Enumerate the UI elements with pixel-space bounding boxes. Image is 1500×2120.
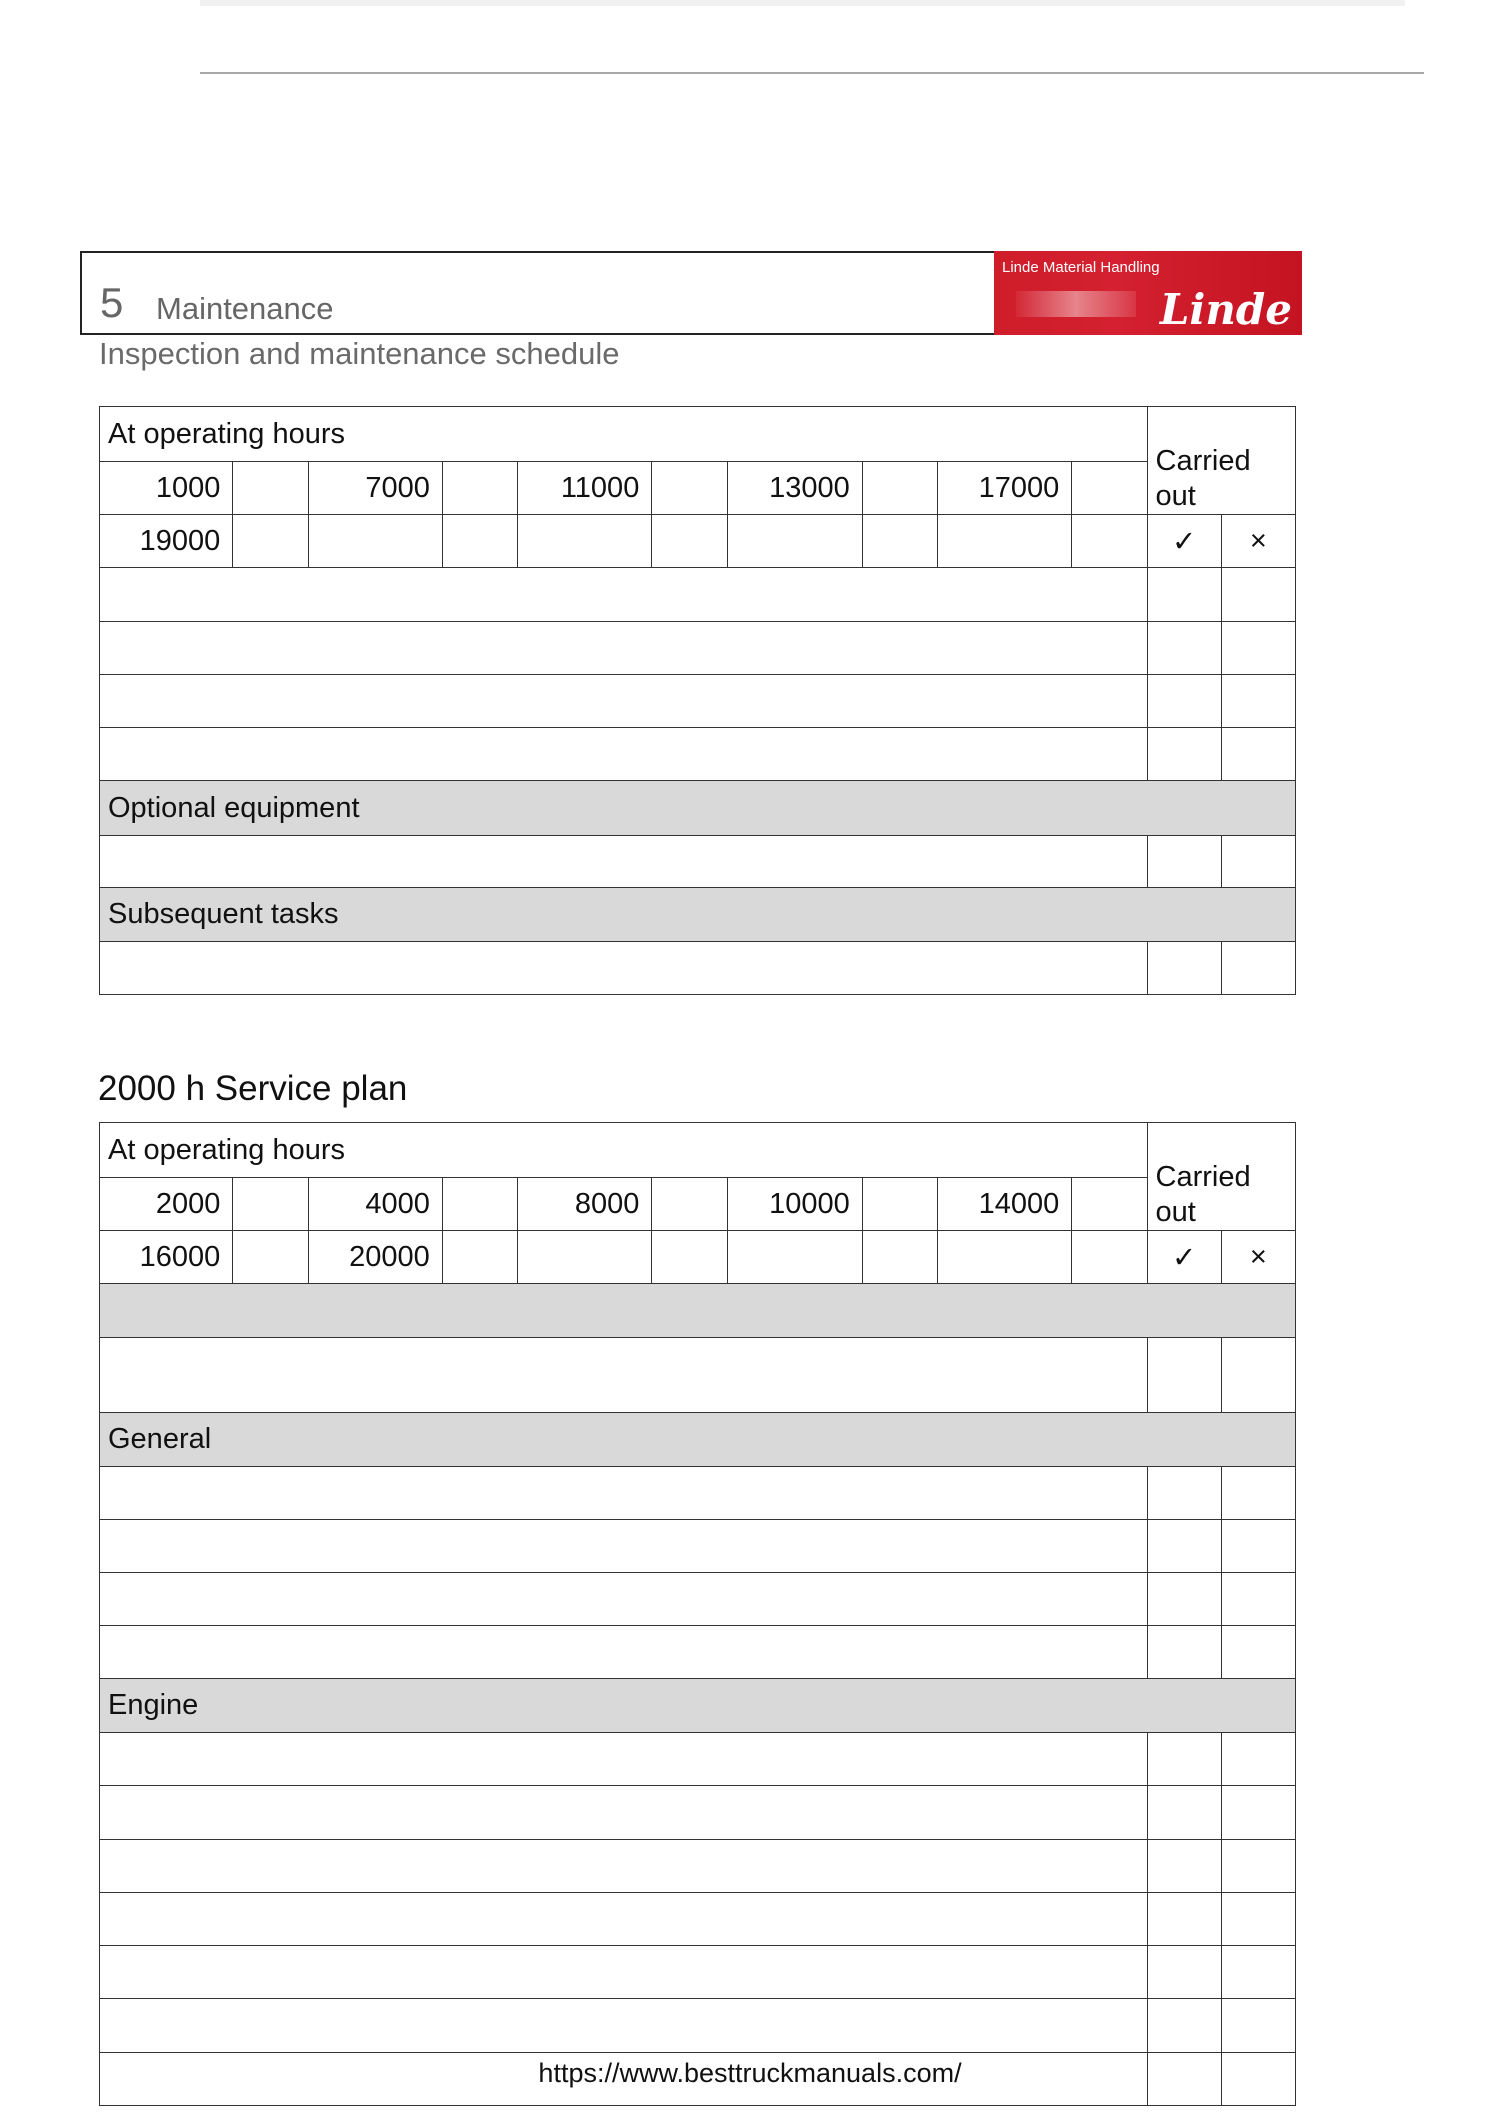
not-done-checkbox[interactable] [1221, 622, 1295, 675]
hours-check-cell[interactable] [1072, 1178, 1147, 1231]
hours-cell [518, 1231, 652, 1284]
task-row [100, 1467, 1148, 1520]
task-row [100, 1840, 1148, 1893]
hours-check-cell[interactable] [442, 1178, 517, 1231]
not-done-header: × [1221, 515, 1295, 568]
logo-blur-decoration [1016, 291, 1136, 317]
task-row [100, 1733, 1148, 1786]
task-row [100, 728, 1148, 781]
hours-check-cell[interactable] [1072, 515, 1147, 568]
not-done-header: × [1221, 1231, 1295, 1284]
not-done-checkbox[interactable] [1221, 1733, 1295, 1786]
done-checkbox[interactable] [1147, 942, 1221, 995]
task-row [100, 622, 1148, 675]
hours-check-cell[interactable] [233, 1178, 308, 1231]
task-row [100, 1520, 1148, 1573]
brand-logo [994, 251, 1302, 335]
done-header: ✓ [1147, 1231, 1221, 1284]
hours-cell [518, 515, 652, 568]
hours-check-cell[interactable] [233, 462, 308, 515]
not-done-checkbox[interactable] [1221, 1999, 1295, 2053]
task-row [100, 1999, 1148, 2053]
done-checkbox[interactable] [1147, 728, 1221, 781]
not-done-checkbox[interactable] [1221, 1840, 1295, 1893]
done-checkbox[interactable] [1147, 1626, 1221, 1679]
not-done-checkbox[interactable] [1221, 675, 1295, 728]
not-done-checkbox[interactable] [1221, 1786, 1295, 1840]
section-band-subsequent-tasks: Subsequent tasks [100, 888, 1296, 942]
hours-check-cell[interactable] [652, 462, 727, 515]
done-checkbox[interactable] [1147, 675, 1221, 728]
done-checkbox[interactable] [1147, 1786, 1221, 1840]
done-checkbox[interactable] [1147, 1733, 1221, 1786]
hours-cell: 2000 [100, 1178, 233, 1231]
hours-cell: 19000 [100, 515, 233, 568]
page-header [80, 251, 1302, 335]
page-subtitle: Inspection and maintenance schedule [99, 336, 620, 371]
hours-cell: 17000 [938, 462, 1072, 515]
brand-wordmark: Linde [1159, 285, 1292, 334]
carried-out-label: Carried out [1147, 407, 1295, 515]
not-done-checkbox[interactable] [1221, 728, 1295, 781]
task-row [100, 675, 1148, 728]
done-checkbox[interactable] [1147, 1467, 1221, 1520]
task-row [100, 1893, 1148, 1946]
chapter-number: 5 [100, 279, 124, 326]
hours-check-cell[interactable] [652, 1178, 727, 1231]
section-band-general: General [100, 1413, 1296, 1467]
hours-cell: 10000 [727, 1178, 862, 1231]
top-rule [200, 72, 1424, 74]
hours-check-cell[interactable] [442, 462, 517, 515]
schedule-table-2 [99, 1122, 1296, 2106]
hours-check-cell[interactable] [1072, 462, 1147, 515]
hours-check-cell[interactable] [862, 515, 937, 568]
task-row [100, 942, 1148, 995]
hours-check-cell[interactable] [862, 462, 937, 515]
hours-cell [308, 515, 442, 568]
hours-cell: 20000 [308, 1231, 442, 1284]
hours-cell: 1000 [100, 462, 233, 515]
hours-cell: 16000 [100, 1231, 233, 1284]
at-hours-label: At operating hours [100, 1123, 1148, 1178]
section-title-2000h: 2000 h Service plan [98, 1069, 408, 1108]
carried-out-label: Carried out [1147, 1123, 1295, 1231]
done-header: ✓ [1147, 515, 1221, 568]
hours-check-cell[interactable] [652, 1231, 727, 1284]
done-checkbox[interactable] [1147, 1946, 1221, 1999]
hours-check-cell[interactable] [233, 1231, 308, 1284]
hours-check-cell[interactable] [862, 1231, 937, 1284]
chapter-title: Maintenance [156, 291, 334, 326]
section-band-optional-equipment: Optional equipment [100, 781, 1296, 836]
hours-cell [727, 515, 862, 568]
top-strip [200, 0, 1405, 6]
task-row [100, 568, 1148, 622]
task-row [100, 1626, 1148, 1679]
done-checkbox[interactable] [1147, 1893, 1221, 1946]
hours-check-cell[interactable] [1072, 1231, 1147, 1284]
not-done-checkbox[interactable] [1221, 942, 1295, 995]
hours-cell: 13000 [727, 462, 862, 515]
hours-check-cell[interactable] [862, 1178, 937, 1231]
done-checkbox[interactable] [1147, 568, 1221, 622]
brand-small-text: Linde Material Handling [1002, 259, 1160, 276]
hours-cell [938, 515, 1072, 568]
done-checkbox[interactable] [1147, 1573, 1221, 1626]
schedule-table-1 [99, 406, 1296, 995]
not-done-checkbox[interactable] [1221, 1467, 1295, 1520]
done-checkbox[interactable] [1147, 1338, 1221, 1413]
footer-url: https://www.besttruckmanuals.com/ [538, 2058, 962, 2088]
hours-cell: 11000 [518, 462, 652, 515]
not-done-checkbox[interactable] [1221, 836, 1295, 888]
done-checkbox[interactable] [1147, 1999, 1221, 2053]
hours-cell: 4000 [308, 1178, 442, 1231]
not-done-checkbox[interactable] [1221, 1946, 1295, 1999]
task-row [100, 836, 1148, 888]
task-row [100, 1946, 1148, 1999]
done-checkbox[interactable] [1147, 622, 1221, 675]
section-band-blank [100, 1284, 1296, 1338]
hours-cell: 8000 [518, 1178, 652, 1231]
done-checkbox[interactable] [1147, 836, 1221, 888]
hours-check-cell[interactable] [442, 515, 517, 568]
hours-cell [727, 1231, 862, 1284]
hours-cell: 7000 [308, 462, 442, 515]
not-done-checkbox[interactable] [1221, 1573, 1295, 1626]
task-row [100, 1573, 1148, 1626]
not-done-checkbox[interactable] [1221, 1893, 1295, 1946]
section-band-engine: Engine [100, 1679, 1296, 1733]
done-checkbox[interactable] [1147, 1840, 1221, 1893]
not-done-checkbox[interactable] [1221, 1520, 1295, 1573]
hours-check-cell[interactable] [442, 1231, 517, 1284]
hours-check-cell[interactable] [233, 515, 308, 568]
task-row [100, 1338, 1148, 1413]
not-done-checkbox[interactable] [1221, 568, 1295, 622]
hours-cell [938, 1231, 1072, 1284]
done-checkbox[interactable] [1147, 1520, 1221, 1573]
not-done-checkbox[interactable] [1221, 1338, 1295, 1413]
hours-check-cell[interactable] [652, 515, 727, 568]
hours-cell: 14000 [938, 1178, 1072, 1231]
not-done-checkbox[interactable] [1221, 1626, 1295, 1679]
task-row [100, 1786, 1148, 1840]
at-hours-label: At operating hours [100, 407, 1148, 462]
